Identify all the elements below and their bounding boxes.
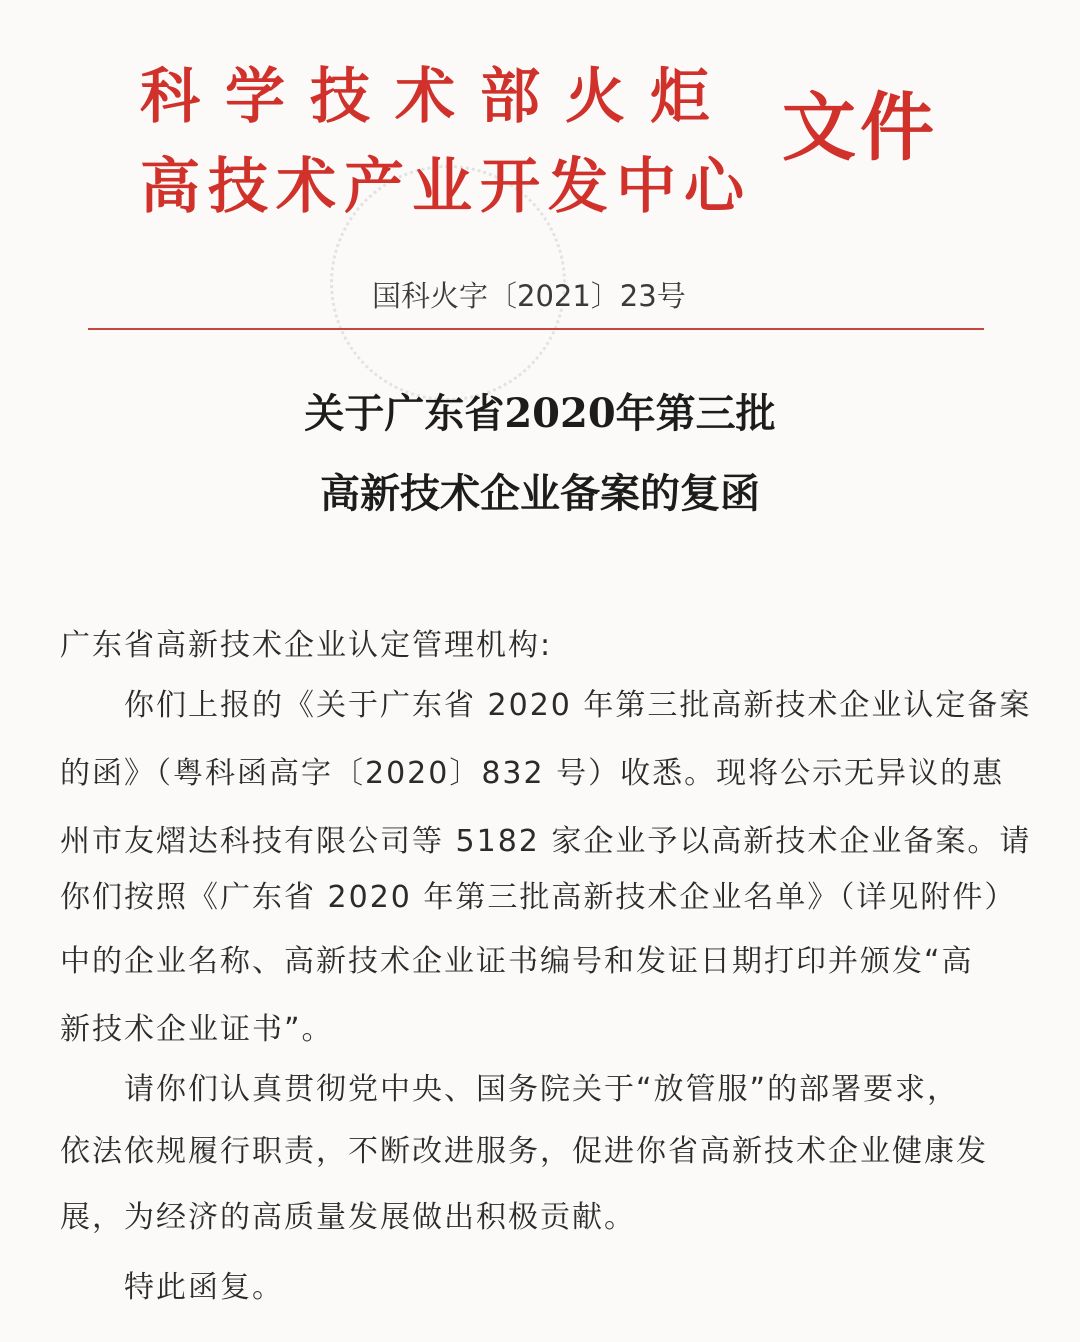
body-line: 你们上报的《关于广东省 2020 年第三批高新技术企业认定备案	[124, 688, 1032, 723]
salutation: 广东省高新技术企业认定管理机构:	[60, 628, 553, 663]
body-line: 依法依规履行职责，不断改进服务，促进你省高新技术企业健康发	[60, 1134, 988, 1169]
document-number: 国科火字〔2021〕23号	[372, 279, 686, 313]
issuer-name-line2: 高技术产业开发中心	[140, 152, 752, 222]
body-line: 的函》（粤科函高字〔2020〕832 号）收悉。现将公示无异议的惠	[60, 756, 1005, 791]
document-title-line1: 关于广东省2020年第三批	[304, 390, 776, 437]
body-line: 州市友熠达科技有限公司等 5182 家企业予以高新技术企业备案。请	[60, 824, 1032, 859]
body-line: 中的企业名称、高新技术企业证书编号和发证日期打印并颁发“高	[60, 944, 974, 979]
red-header-divider	[88, 328, 984, 330]
document-type-label: 文件	[782, 85, 938, 171]
body-line: 你们按照《广东省 2020 年第三批高新技术企业名单》（详见附件）	[60, 880, 1017, 915]
body-line: 展，为经济的高质量发展做出积极贡献。	[60, 1200, 636, 1235]
body-line: 请你们认真贯彻党中央、国务院关于“放管服”的部署要求，	[124, 1072, 960, 1107]
document-title-line2: 高新技术企业备案的复函	[320, 470, 760, 517]
closing-line: 特此函复。	[124, 1270, 284, 1305]
body-line: 新技术企业证书”。	[60, 1012, 334, 1047]
issuer-name-line1: 科学技术部火炬	[140, 62, 735, 132]
